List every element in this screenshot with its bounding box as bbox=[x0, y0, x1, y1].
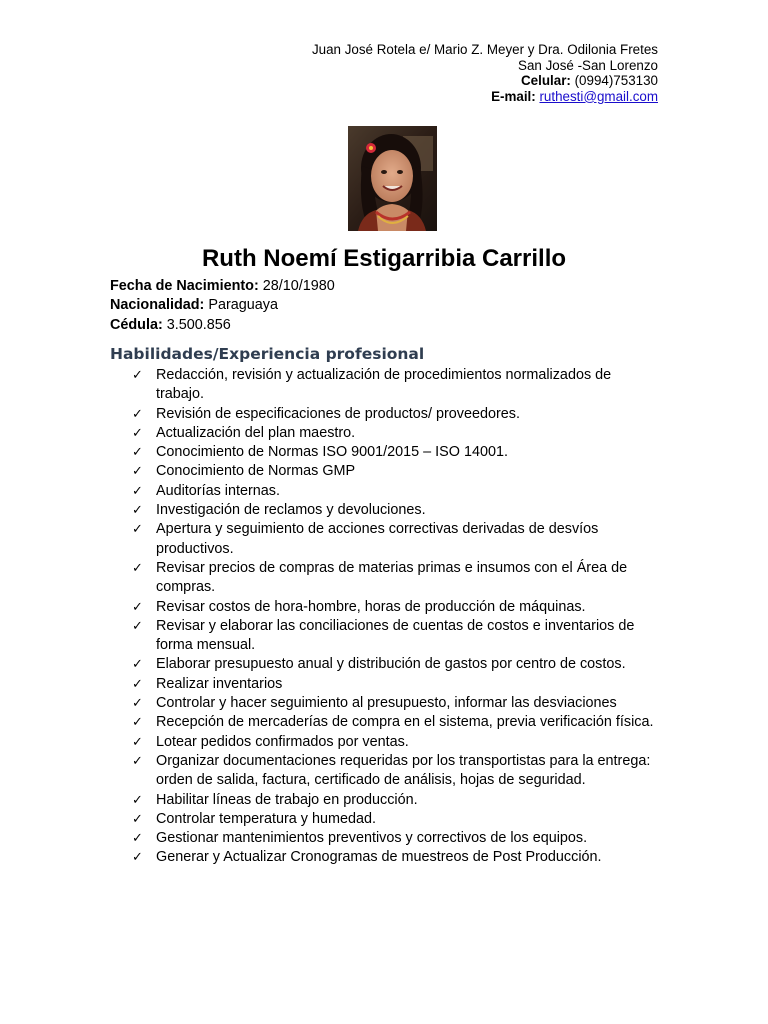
email-link[interactable]: ruthesti@gmail.com bbox=[539, 88, 658, 104]
checkmark-icon: ✓ bbox=[132, 676, 143, 692]
list-item-text: Recepción de mercaderías de compra en el sistema, previa verificación física. bbox=[156, 714, 654, 731]
address-line-2: San José -San Lorenzo bbox=[518, 57, 658, 73]
list-item bbox=[0, 501, 660, 520]
list-item-text: Lotear pedidos confirmados por ventas. bbox=[156, 733, 409, 750]
section-title: Habilidades/Experiencia profesional bbox=[110, 345, 425, 363]
email-line bbox=[312, 89, 658, 105]
list-item-text: Elaborar presupuesto anual y distribución de gastos por centro de costos. bbox=[156, 656, 626, 673]
list-item bbox=[0, 617, 660, 656]
checkmark-icon: ✓ bbox=[132, 753, 143, 769]
phone-label: Celular: bbox=[521, 73, 571, 89]
list-item-text: Investigación de reclamos y devoluciones. bbox=[156, 502, 426, 519]
nationality-value: Paraguaya bbox=[204, 297, 278, 314]
checkmark-icon: ✓ bbox=[132, 483, 143, 499]
list-item-text: Conocimiento de Normas ISO 9001/2015 – ISO 14001. bbox=[156, 444, 508, 461]
list-item bbox=[0, 598, 660, 617]
list-item bbox=[0, 791, 660, 810]
list-item bbox=[0, 810, 660, 829]
checkmark-icon: ✓ bbox=[132, 850, 143, 866]
address-line-1: Juan José Rotela e/ Mario Z. Meyer y Dra. Odilonia Fretes bbox=[311, 42, 658, 57]
id-line bbox=[110, 316, 335, 335]
nationality-label: Nacionalidad: bbox=[110, 297, 205, 314]
list-item bbox=[0, 655, 660, 674]
checkmark-icon: ✓ bbox=[132, 445, 143, 461]
list-item-text: Generar y Actualizar Cronogramas de muestreos de Post Producción. bbox=[156, 849, 602, 866]
list-item bbox=[0, 848, 660, 867]
list-item bbox=[0, 424, 660, 443]
list-item bbox=[0, 520, 660, 559]
checkmark-icon: ✓ bbox=[132, 464, 143, 480]
list-item-text: Controlar y hacer seguimiento al presupuesto, informar las desviaciones bbox=[156, 695, 617, 712]
checkmark-icon: ✓ bbox=[132, 618, 143, 634]
phone-line bbox=[312, 73, 658, 89]
list-item bbox=[0, 675, 660, 694]
list-item bbox=[0, 405, 660, 424]
list-item-text: Revisar y elaborar las conciliaciones de cuentas de costos e inventarios de forma mensual. bbox=[156, 617, 635, 654]
list-item bbox=[0, 713, 660, 732]
list-item-text: Redacción, revisión y actualización de procedimientos normalizados de trabajo. bbox=[156, 367, 612, 403]
list-item bbox=[0, 482, 660, 501]
profile-photo-icon bbox=[348, 126, 437, 231]
checkmark-icon: ✓ bbox=[132, 715, 143, 731]
checkmark-icon: ✓ bbox=[132, 734, 143, 750]
list-item bbox=[0, 462, 660, 481]
checkmark-icon: ✓ bbox=[132, 792, 143, 808]
birth-date-label: Fecha de Nacimiento: bbox=[110, 278, 259, 294]
list-item-text: Apertura y seguimiento de acciones correctivas derivadas de desvíos productivos. bbox=[156, 521, 599, 557]
id-label: Cédula: bbox=[110, 316, 163, 333]
nationality-line bbox=[110, 296, 335, 315]
checkmark-icon: ✓ bbox=[132, 406, 143, 422]
list-item bbox=[0, 366, 660, 405]
list-item-text: Controlar temperatura y humedad. bbox=[156, 810, 376, 827]
checkmark-icon: ✓ bbox=[132, 560, 143, 576]
list-item-text: Revisar costos de hora-hombre, horas de producción de máquinas. bbox=[156, 598, 586, 615]
checkmark-icon: ✓ bbox=[132, 503, 143, 519]
person-name: Ruth Noemí Estigarribia Carrillo bbox=[201, 245, 567, 272]
list-item-text: Revisión de especificaciones de productos/ proveedores. bbox=[156, 405, 520, 422]
list-item bbox=[0, 733, 660, 752]
checkmark-icon: ✓ bbox=[132, 522, 143, 538]
phone-value: (0994)753130 bbox=[570, 73, 658, 89]
list-item-text: Organizar documentaciones requeridas por los transportistas para la entrega: orden de salida, factura, certificado de análisis, hojas de seguridad. bbox=[156, 752, 651, 789]
checkmark-icon: ✓ bbox=[132, 811, 143, 827]
skills-list bbox=[0, 366, 700, 868]
list-item bbox=[0, 559, 660, 598]
list-item-text: Conocimiento de Normas GMP bbox=[156, 463, 356, 480]
checkmark-icon: ✓ bbox=[132, 425, 143, 441]
birth-date-line bbox=[110, 277, 335, 296]
list-item bbox=[0, 829, 660, 848]
checkmark-icon: ✓ bbox=[132, 599, 143, 615]
id-value: 3.500.856 bbox=[162, 316, 231, 333]
list-item bbox=[0, 443, 660, 462]
birth-date-value: 28/10/1980 bbox=[258, 278, 335, 294]
list-item bbox=[0, 752, 660, 791]
personal-info bbox=[110, 277, 335, 335]
checkmark-icon: ✓ bbox=[132, 831, 143, 847]
list-item-text: Habilitar líneas de trabajo en producción. bbox=[156, 791, 418, 808]
checkmark-icon: ✓ bbox=[132, 657, 143, 673]
checkmark-icon: ✓ bbox=[132, 696, 143, 712]
list-item-text: Revisar precios de compras de materias primas e insumos con el Área de compras. bbox=[156, 559, 628, 596]
checkmark-icon: ✓ bbox=[132, 368, 143, 383]
profile-photo bbox=[348, 126, 437, 231]
list-item bbox=[0, 694, 660, 713]
list-item-text: Auditorías internas. bbox=[156, 482, 280, 499]
email-label: E-mail: bbox=[491, 88, 536, 104]
list-item-text: Gestionar mantenimientos preventivos y correctivos de los equipos. bbox=[156, 830, 588, 847]
contact-block bbox=[312, 42, 658, 104]
list-item-text: Actualización del plan maestro. bbox=[156, 424, 356, 441]
list-item-text: Realizar inventarios bbox=[156, 675, 283, 692]
